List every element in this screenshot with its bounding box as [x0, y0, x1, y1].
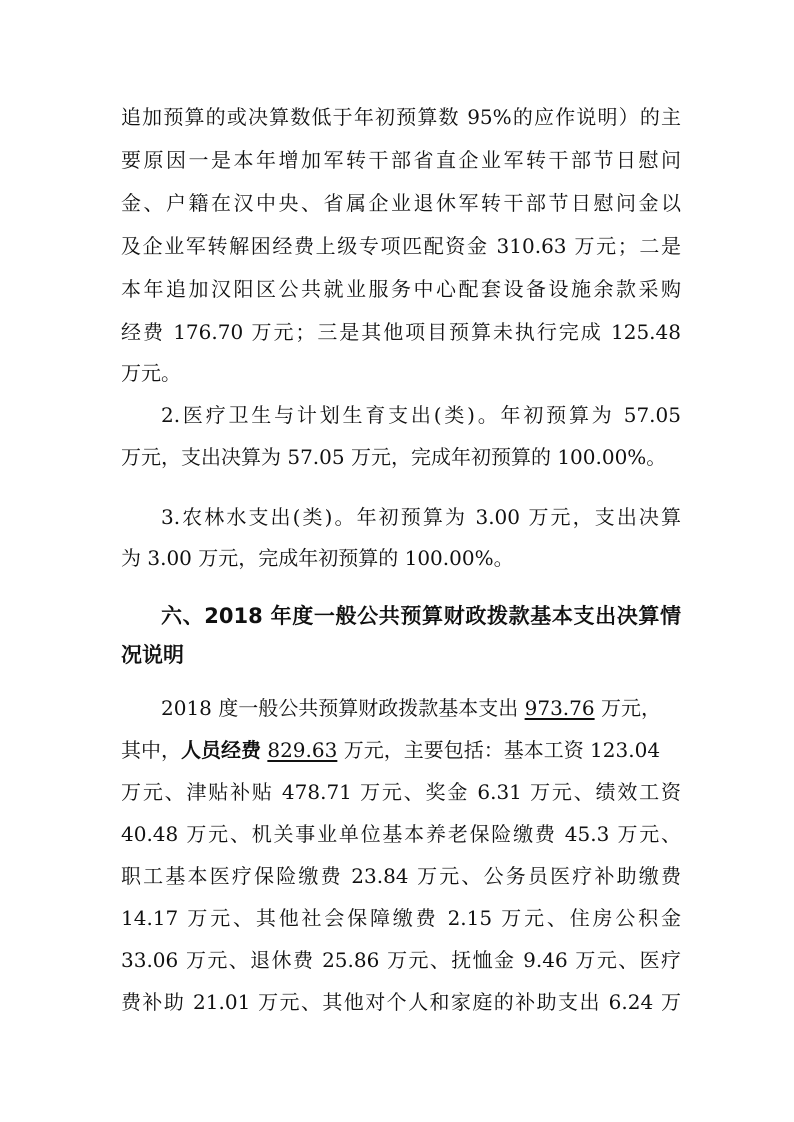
- item-agriculture-line2: 为 3.00 万元，完成年初预算的 100.00%。: [121, 546, 514, 570]
- paragraph-line: 万元、津贴补贴 478.71 万元、奖金 6.31 万元、绩效工资: [121, 780, 681, 804]
- personnel-prefix: 其中，: [121, 738, 181, 762]
- paragraph-line: 要原因一是本年增加军转干部省直企业军转干部节日慰问: [121, 148, 681, 172]
- basic-expenditure-total: 973.76: [524, 696, 595, 720]
- paragraph-line: 追加预算的或决算数低于年初预算数 95%的应作说明）的主: [121, 105, 681, 129]
- section-heading-continued: 况说明: [121, 643, 184, 667]
- basic-expenditure-suffix: 万元，: [594, 696, 661, 720]
- basic-expenditure-line: [161, 690, 681, 726]
- basic-expenditure-prefix: 2018 度一般公共预算财政拨款基本支出: [161, 696, 525, 720]
- paragraph-line: 33.06 万元、退休费 25.86 万元、抚恤金 9.46 万元、医疗: [121, 948, 681, 972]
- personnel-expense-line: [121, 732, 681, 768]
- paragraph-line: 本年追加汉阳区公共就业服务中心配套设备设施余款采购: [121, 277, 681, 301]
- section-heading: 六、2018 年度一般公共预算财政拨款基本支出决算情: [161, 604, 681, 628]
- personnel-suffix: 万元，主要包括：基本工资 123.04: [337, 738, 661, 762]
- paragraph-line: 金、户籍在汉中央、省属企业退休军转干部节日慰问金以: [121, 191, 681, 215]
- personnel-expense-label: 人员经费: [181, 738, 261, 762]
- item-agriculture-line1: 3.农林水支出(类)。年初预算为 3.00 万元，支出决算: [161, 505, 681, 529]
- paragraph-line: 40.48 万元、机关事业单位基本养老保险缴费 45.3 万元、: [121, 822, 681, 846]
- paragraph-line: 及企业军转解困经费上级专项匹配资金 310.63 万元；二是: [121, 234, 681, 258]
- item-medical-line1: 2.医疗卫生与计划生育支出(类)。年初预算为 57.05: [161, 403, 681, 427]
- paragraph-line: 14.17 万元、其他社会保障缴费 2.15 万元、住房公积金: [121, 906, 681, 930]
- paragraph-line: 职工基本医疗保险缴费 23.84 万元、公务员医疗补助缴费: [121, 864, 681, 888]
- personnel-expense-total: 829.63: [267, 738, 338, 762]
- paragraph-line: 万元。: [121, 361, 181, 385]
- item-medical-line2: 万元，支出决算为 57.05 万元，完成年初预算的 100.00%。: [121, 445, 667, 469]
- paragraph-line: 费补助 21.01 万元、其他对个人和家庭的补助支出 6.24 万: [121, 990, 681, 1014]
- paragraph-line: 经费 176.70 万元；三是其他项目预算未执行完成 125.48: [121, 320, 681, 344]
